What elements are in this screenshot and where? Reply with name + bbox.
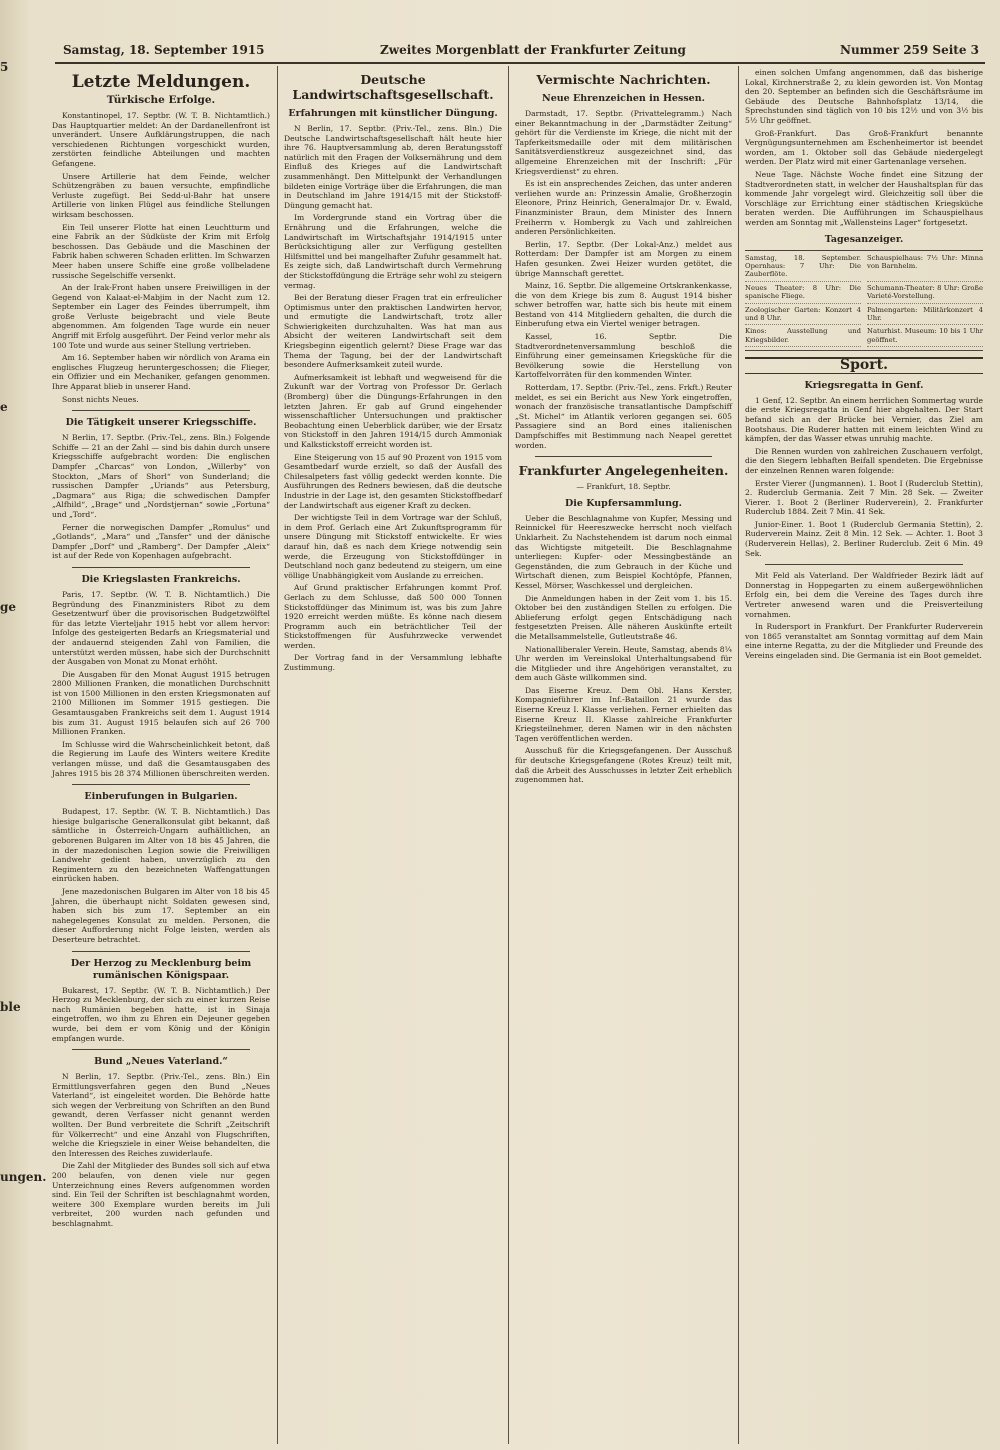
subhead-tuerkische-erfolge: Türkische Erfolge. — [106, 94, 216, 106]
article-paragraph: Nationalliberaler Verein. Heute, Samstag, abends 8¼ Uhr werden im Vereinslokal Unterhaltungsabend für die Mitglieder und ihre Angehörigen veranstaltet, zu dem auch Gäste willkommen sind. — [515, 644, 732, 683]
article-paragraph: Die Ausgaben für den Monat August 1915 betrugen 2800 Millionen Franken, die monatlichen Durchschnitt ist von 1500 Millionen in den ersten Kriegsmonaten auf 2100 Millionen im Sommer 1915 gestiegen. Die Gesamtausgaben Frankreichs seit dem 1. August 1914 bis zum 31. August 1915 belaufen sich auf 26 700 Millionen Franken. — [52, 669, 270, 737]
divider — [535, 456, 712, 457]
subhead-bulgarien: Einberufungen in Bulgarien. — [84, 791, 238, 803]
divider — [72, 1049, 250, 1050]
headline-vermischte: Vermischte Nachrichten. — [536, 72, 711, 87]
headline-letzte-meldungen: Letzte Meldungen. — [71, 72, 251, 92]
tagesanzeiger-grid — [745, 254, 983, 348]
article-paragraph: Mit Feld als Vaterland. Der Waldfrieder Bezirk lädt auf Donnerstag in Hoppegarten zu einem außergewöhnlichen Erfolg ein, bei dem die Vereine des Tages durch ihre Vertreter anwesend waren und die Preisverteilung vornahmen. — [745, 571, 983, 619]
article-paragraph: Erster Vierer (Jungmannen). 1. Boot I (Ruderclub Stettin), 2. Ruderclub Germania. Zeit 7 Min. 28 Sek. — Zweiter Vierer. 1. Boot 2 (Berliner Ruderverein), 2. Frankfurter Ruderclub 1884. Zeit 7 Min. 41 Sek. — [745, 478, 983, 517]
divider — [72, 567, 250, 568]
article-paragraph: An der Irak-Front haben unsere Freiwilligen in der Gegend von Kalaat-el-Mabjim in der Nacht zum 12. September ein Lager des Feindes überrumpelt, ihm große Verluste beigebracht und viele Beute abgenommen. Am folgenden Tage wurde ein neuer Angriff mit Erfolg ausgeführt. Der Feind verlor mehr als 100 Tote und wurde aus seiner Stellung vertrieben. — [52, 283, 270, 350]
tagesanzeiger-item: Samstag, 18. September. Opernhaus: 7 Uhr: Die Zauberflöte. — [745, 254, 861, 282]
article-paragraph: Berlin, 17. Septbr. (Der Lokal-Anz.) meldet aus Rotterdam: Der Dampfer ist am Morgen zu einem Hafen gesunken. Zwei Heizer wurden getötet, die übrige Mannschaft gerettet. — [515, 239, 732, 278]
article-paragraph: Ein Teil unserer Flotte hat einen Leuchtturm und eine Fabrik an der Südküste der Krim mit Erfolg beschossen. Das Gebäude und die Maschinen der Fabrik haben schweren Schaden erlitten. Im Schwarzen Meer haben unsere Schiffe eine große vollbeladene russische Segelschiffe versenkt. — [52, 222, 270, 280]
tagesanzeiger-item: Palmengarten: Militärkonzert 4 Uhr. — [867, 306, 983, 326]
left-edge-fragment — [0, 0, 47, 1450]
article-paragraph: N Berlin, 17. Septbr. (Priv.-Tel., zens. Bln.) Folgende Schiffe — 21 an der Zahl — sind bis dahin durch unsere Kriegsschiffe aufgebracht worden: Die englischen Dampfer „Charcas“ von London, „Willerby“ von Stockton, „Mars of Shorl“ von Sunderland; die russischen Dampfer „Uriands“ aus Petersburg, „Dagmara“ aus Riga; die schwedischen Dampfer „Alfhild“, „Brage“ und „Nordstjernan“ sowie „Fortuna“ und „Tord“. — [52, 433, 270, 519]
article-paragraph: Budapest, 17. Septbr. (W. T. B. Nichtamtlich.) Das hiesige bulgarische Generalkonsulat gibt bekannt, daß sämtliche in Österreich-Ungarn aufhältlichen, an geborenen Bulgaren im Alter von 18 bis 45 Jahren, die in der mazedonischen Legion sowie die Freiwilligen Landwehr gedient haben, unverzüglich zu den Regimentern zu den bezeichneten Waffengattungen einrücken haben. — [52, 807, 270, 884]
divider — [72, 410, 250, 411]
column-divider — [508, 66, 509, 1444]
article-paragraph: Jene mazedonischen Bulgaren im Alter von 18 bis 45 Jahren, die überhaupt nicht Soldaten gewesen sind, haben sich bis zum 17. September an ein nahegelegenes Konsulat zu melden. Personen, die dieser Aufforderung nicht Folge leisten, werden als Deserteure betrachtet. — [52, 886, 270, 944]
article-paragraph: Ferner die norwegischen Dampfer „Romulus“ und „Gotlands“, „Mara“ und „Tansfer“ und der dänische Dampfer „Dorf“ und „Ramberg“. Der Dampfer „Aleix“ ist auf der Rede von Kopenhagen aufgebracht. — [52, 522, 270, 561]
article-paragraph: Eine Steigerung von 15 auf 90 Prozent von 1915 vom Gesamtbedarf wurde erzielt, so daß der Ausfall des Chilesalpeters fast völlig gedeckt werden konnte. Die Ausführungen des Redners bewiesen, daß die deutsche Industrie in der Lage ist, den gesamten Stickstoffbedarf der Landwirtschaft aus eigener Kraft zu decken. — [284, 452, 502, 510]
subhead-tagesanzeiger: Tagesanzeiger. — [824, 233, 904, 245]
divider — [72, 951, 250, 952]
subhead-ehrenzeichen: Neue Ehrenzeichen in Hessen. — [542, 93, 705, 104]
tagesanzeiger-item: Zoologischer Garten: Konzert 4 und 8 Uhr. — [745, 306, 861, 326]
tagesanzeiger-item: Schumann-Theater: 8 Uhr: Große Varieté-Vorstellung. — [867, 284, 983, 304]
tagesanzeiger-item: Naturhist. Museum: 10 bis 1 Uhr geöffnet. — [867, 327, 983, 347]
article-paragraph: Ausschuß für die Kriegsgefangenen. Der Ausschuß für deutsche Kriegsgefangene (Rotes Kreuz) teilt mit, daß die Arbeit des Ausschusses in letzter Zeit erheblich zugenommen hat. — [515, 746, 732, 785]
subhead-duengung: Erfahrungen mit künstlicher Düngung. — [288, 108, 498, 119]
tagesanzeiger-item: Neues Theater: 8 Uhr: Die spanische Fliege. — [745, 284, 861, 304]
subhead-kriegslasten: Die Kriegslasten Frankreichs. — [81, 573, 241, 585]
article-paragraph: Der wichtigste Teil in dem Vortrage war der Schluß, in dem Prof. Gerlach eine Art Zukunftsprogramm für unsere Düngung mit Stickstoff entwickelte. Er wies darauf hin, daß es nach dem Kriege notwendig sein werde, die Erzeugung von Stickstoffdünger in Deutschland noch ganz bedeutend zu steigern, um eine völlige Unabhängigkeit vom Auslande zu erreichen. — [284, 513, 502, 580]
column-1 — [52, 68, 270, 1443]
section-sport: Sport. — [745, 357, 983, 374]
article-paragraph: Der Vortrag fand in der Versammlung lebhafte Zustimmung. — [284, 653, 502, 673]
divider — [72, 784, 250, 785]
article-paragraph: Mainz, 16. Septbr. Die allgemeine Ortskrankenkasse, die von dem Kriege bis zum 8. August 1914 bisher schwer betroffen war, hatte sich bis heute mit einem Bestand von 414 Mitgliedern gehalten, die durch die Einberufung etwa ein Viertel weniger betragen. — [515, 281, 732, 329]
article-paragraph: Paris, 17. Septbr. (W. T. B. Nichtamtlich.) Die Begründung des Finanzministers Ribot zu dem Gesetzentwurf über die provisorischen Budgetzwölftel für das letzte Vierteljahr 1915 hebt vor allem hervor: Infolge des gesteigerten Bedarfs an Kriegsmaterial und der andauernd steigenden Zahl von Familien, die unterstützt werden müssen, habe sich der Durchschnitt der Ausgaben von Monat zu Monat erhöht. — [52, 589, 270, 667]
article-paragraph: Kassel, 16. Septbr. Die Stadtverordnetenversammlung beschloß die Einführung einer gemeinsamen Kriegsküche für die Bevölkerung sowie die Herstellung von Kartoffelvorräten für den kommenden Winter. — [515, 332, 732, 380]
edge-mark: ge — [0, 600, 17, 614]
article-paragraph: Bei der Beratung dieser Fragen trat ein erfreulicher Optimismus unter den praktischen Landwirten hervor, und ermutigte die Landwirtschaft, trotz aller Schwierigkeiten durchzuhalten. Was hat man aus Absicht der weiteren Landwirtschaft seit dem Kriegsbeginn eigentlich gelernt? Diese Frage war das Thema der Tagung, bei der der Landwirtschaft besondere Aufmerksamkeit zuteil wurde. — [284, 293, 502, 370]
article-paragraph: Aufmerksamkeit ist lebhaft und wegweisend für die Zukunft war der Vortrag von Professor Dr. Gerlach (Bromberg) über die Düngungs-Erfahrungen in den letzten Jahren. Er gab auf Grund eingehender wissenschaftlicher Untersuchungen und praktischer Beobachtung einen Ueberblick darüber, wie der Ersatz von Stickstoff in den Jahren 1914/15 durch Ammoniak und Kalkstickstoff erreicht worden ist. — [284, 372, 502, 449]
edge-mark: ungen. — [0, 1170, 47, 1184]
article-paragraph: Groß-Frankfurt. Das Groß-Frankfurt benannte Vergnügungsunternehmen am Eschenheimertor ist beendet worden, am 1. Oktober soll das Gebäude niedergelegt werden. Der Platz wird mit einer Gartenanlage versehen. — [745, 128, 983, 167]
masthead-date: Samstag, 18. September 1915 — [63, 43, 265, 57]
masthead-title: Zweites Morgenblatt der Frankfurter Zeitung — [380, 43, 686, 57]
article-paragraph: Rotterdam, 17. Septbr. (Priv.-Tel., zens. Frkft.) Reuter meldet, es sei ein Bericht aus New York eingetroffen, wonach der französische transatlantische Dampfschiff „St. Michel“ im Atlantik verloren gegangen sei. 605 Passagiere sind an Bord eines italienischen Dampfschiffes mit Bestimmung nach Neapel gerettet worden. — [515, 383, 732, 450]
article-paragraph: Die Zahl der Mitglieder des Bundes soll sich auf etwa 200 belaufen, von denen viele nur gegen Unterzeichnung eines Revers aufgenommen worden sind. Ein Teil der Schriften ist beschlagnahmt worden, weitere 300 Exemplare wurden bereits im Juli verbreitet, 200 wurden nach gefunden und beschlagnahmt. — [52, 1161, 270, 1228]
article-paragraph: Darmstadt, 17. Septbr. (Privattelegramm.) Nach einer Bekanntmachung in der „Darmstädter Zeitung“ gehört für die Verdienste im Kriege, die nicht mit der Tapferkeitsmedaille oder mit dem militärischen Sanitätsverdienstkreuz ausgezeichnet sind, das allgemeine Ehrenzeichen mit der Inschrift: „Für Kriegsverdienst“ zu ehren. — [515, 109, 732, 176]
tagesanzeiger-item: Kinos: Ausstellung und Kriegsbilder. — [745, 327, 861, 347]
column-4 — [745, 68, 983, 1443]
article-paragraph: 1 Genf, 12. Septbr. An einem herrlichen Sommertag wurde die erste Kriegsregatta in Genf hier abgehalten. Der Start befand sich an der Brücke bei Vernier, das Ziel am Bootshaus. Die Ruderer hatten mit einem leichten Wind zu kämpfen, der das Wasser etwas unruhig machte. — [745, 395, 983, 444]
article-paragraph: Die Anmeldungen haben in der Zeit vom 1. bis 15. Oktober bei den zuständigen Stellen zu erfolgen. Die Ablieferung erfolgt gegen Entschädigung nach festgesetzten Preisen. Alle näheren Auskünfte erteilt die Metallsammelstelle, Gutleutstraße 46. — [515, 593, 732, 641]
article-paragraph: Sonst nichts Neues. — [62, 394, 139, 404]
article-paragraph: Ueber die Beschlagnahme von Kupfer, Messing und Reinnickel für Heereszwecke herrscht noch vielfach Unklarheit. Zu Nachstehendem ist darum noch einmal das Wichtigste mitgeteilt. Die Beschlagnahme unterliegen: Kupfer- oder Messingbestände an Gegenständen, die zum Gebrauch in der Küche und Wirtschaft dienen, zum Beispiel Kochtöpfe, Pfannen, Kessel, Mörser, Waschkessel und dergleichen. — [515, 513, 732, 590]
edge-mark: e — [0, 400, 8, 414]
column-3 — [515, 68, 732, 1443]
article-paragraph: Unsere Artillerie hat dem Feinde, welcher Schützengräben zu bauen versuchte, empfindliche Verluste zugefügt. Bei Sedd-ul-Bahr hat unsere Artillerie von linken Flügel aus feindliche Stellungen wirksam beschossen. — [52, 171, 270, 219]
article-paragraph: Auf Grund praktischer Erfahrungen kommt Prof. Gerlach zu dem Schlusse, daß 500 000 Tonnen Stickstoffdünger das Minimum ist, was bis zum Jahre 1920 erreicht werden müßte. Es könne nach diesem Programm auch ein beträchtlicher Teil der Stickstoffmengen für Ausfuhrzwecke verwendet werden. — [284, 583, 502, 650]
article-paragraph: Konstantinopel, 17. Septbr. (W. T. B. Nichtamtlich.) Das Hauptquartier meldet: An der Dardanellenfront ist unverändert. Unsere Aufklärungstruppen, die nach verschiedenen Richtungen vorgeschickt wurden, zerstörten feindliche Abteilungen und machten Gefangene. — [52, 111, 270, 168]
article-paragraph: In Rudersport in Frankfurt. Der Frankfurter Ruderverein von 1865 veranstaltet am Sonntag vormittag auf dem Main eine interne Regatta, zu der die Mitglieder und Freunde des Vereins eingeladen sind. Die Germania ist ein Boot gemeldet. — [745, 622, 983, 660]
article-paragraph: Die Rennen wurden von zahlreichen Zuschauern verfolgt, die den Siegern lebhaften Beifall spendeten. Die Ergebnisse der einzelnen Rennen waren folgende: — [745, 446, 983, 475]
subhead-kriegsschiffe: Die Tätigkeit unserer Kriegsschiffe. — [65, 417, 257, 429]
article-paragraph: Junior-Einer. 1. Boot 1 (Ruderclub Germania Stettin), 2. Ruderverein Mainz. Zeit 8 Min. 12 Sek. — Achter. 1. Boot 3 (Ruderverein Hellas), 2. Berliner Ruderclub. Zeit 6 Min. 49 Sek. — [745, 519, 983, 558]
headline-frankfurter: Frankfurter Angelegenheiten. — [518, 463, 729, 479]
edge-mark: ble — [0, 1000, 21, 1014]
headline-landwirtschaft: Deutsche Landwirtschaftsgesellschaft. — [292, 72, 494, 102]
column-divider — [738, 66, 739, 1444]
subhead-bund: Bund „Neues Vaterland.“ — [94, 1056, 228, 1068]
article-paragraph: Am 16. September haben wir nördlich von Arama ein englisches Flugzeug heruntergeschossen; die Flieger, ein Offizier und ein Mechaniker, gefangen genommen. Ihre Apparat blieb in unserer Hand. — [52, 353, 270, 392]
article-paragraph: Im Vordergrunde stand ein Vortrag über die Ernährung und die Erfahrungen, welche die Landwirtschaft im Wirtschaftsjahr 1914/1915 unter Berücksichtigung aller zur Verfügung gestellten Hilfsmittel und bei mangelhafter Zufuhr gesammelt hat. Es zeigte sich, daß Landwirtschaft durch Vermehrung der Stickstoffdüngung die Erträge sehr wohl zu steigern vermag. — [284, 213, 502, 290]
article-paragraph: Im Schlusse wird die Wahrscheinlichkeit betont, daß die Regierung im Laufe des Winters weitere Kredite verlangen müsse, und daß die Gesamtausgaben des Jahres 1915 bis 28 374 Millionen überschreiten werden. — [52, 739, 270, 778]
tagesanzeiger-box — [745, 250, 983, 352]
article-paragraph: N Berlin, 17. Septbr. (Priv.-Tel., zens. Bln.) Die Deutsche Landwirtschaftsgesellschaft hält heute hier ihre 76. Hauptversammlung ab, deren Beratungsstoff natürlich mit den Fragen der Volksernährung und dem Einfluß des Krieges auf die Landwirtschaft zusammenhängt. Den Mittelpunkt der Verhandlungen bildeten einige Vorträge über die Erfahrungen, die man in Deutschland im Jahre 1914/15 mit der Stickstoff-Düngung gemacht hat. — [284, 124, 502, 210]
subhead-herzog: Der Herzog zu Mecklenburg beim rumänischen Königspaar. — [70, 957, 252, 981]
dateline: — Frankfurt, 18. Septbr. — [576, 482, 671, 492]
article-paragraph: Das Eiserne Kreuz. Dem Obl. Hans Kerster, Kompagnieführer im Inf.-Bataillon 21 wurde das Eiserne Kreuz I. Klasse verliehen. Ferner erhielten das Eiserne Kreuz II. Klasse zahlreiche Frankfurter Kriegsteilnehmer, deren Namen wir in den nächsten Tagen veröffentlichen werden. — [515, 685, 732, 743]
article-paragraph: N Berlin, 17. Septbr. (Priv.-Tel., zens. Bln.) Ein Ermittlungsverfahren gegen den Bund „Neues Vaterland“, ist eingeleitet worden. Die Behörde hatte sich wegen der Verbreitung von Schriften an den Bund gewandt, deren Verfasser nicht genannt werden wollten. Der Bund verbreitete die Schrift „Zeitschrift für Völkerrecht“ und eine Anzahl von Flugschriften, welche die Kriegsziele in einer Weise behandelten, die den Interessen des Reiches zuwiderlaufe. — [52, 1072, 270, 1158]
article-paragraph: Es ist ein ansprechendes Zeichen, das unter anderen verliehen wurde an: Prinzessin Amalie, Großherzogin Eleonore, Prinz Heinrich, Generalmajor Dr. v. Ewald, Finanzminister Braun, dem Minister des Innern Freiherrn v. Hombergk zu Vach und zahlreichen anderen Persönlichkeiten. — [515, 179, 732, 237]
divider — [765, 564, 963, 565]
subhead-kriegsregatta: Kriegsregatta in Genf. — [804, 379, 924, 391]
column-divider — [277, 66, 278, 1444]
article-paragraph: Neue Tage. Nächste Woche findet eine Sitzung der Stadtverordneten statt, in welcher der Haushaltsplan für das kommende Jahr vorgelegt wird. Gleichzeitig soll über die Vorschläge zur Errichtung einer städtischen Kriegsküche beraten werden. Die Aufführungen im Schauspielhaus werden am Sonntag mit „Wallensteins Lager“ fortgesetzt. — [745, 169, 983, 227]
edge-mark: 5 — [0, 60, 9, 74]
column-2 — [284, 68, 502, 1443]
masthead-number: Nummer 259 Seite 3 — [839, 43, 979, 57]
article-paragraph: einen solchen Umfang angenommen, daß das bisherige Lokal, Kirchnerstraße 2, zu klein geworden ist. Von Montag den 20. September an befinden sich die Geschäftsräume im Gebäude des Deutsche Bahnhofsplatz 13/14, die Sprechstunden sind täglich von 10 bis 12½ und von 3½ bis 5½ Uhr geöffnet. — [745, 68, 983, 125]
article-paragraph: Bukarest, 17. Septbr. (W. T. B. Nichtamtlich.) Der Herzog zu Mecklenburg, der sich zu einer kurzen Reise nach Rumänien begeben hatte, ist in Sinaja eingetroffen, wo ihm zu Ehren ein Dejeuner gegeben wurde, bei dem er vom König und der Königin empfangen wurde. — [52, 985, 270, 1043]
subhead-kupfersammlung: Die Kupfersammlung. — [565, 497, 682, 509]
tagesanzeiger-item: Schauspielhaus: 7½ Uhr: Minna von Barnhelm. — [867, 254, 983, 282]
masthead — [55, 40, 985, 64]
